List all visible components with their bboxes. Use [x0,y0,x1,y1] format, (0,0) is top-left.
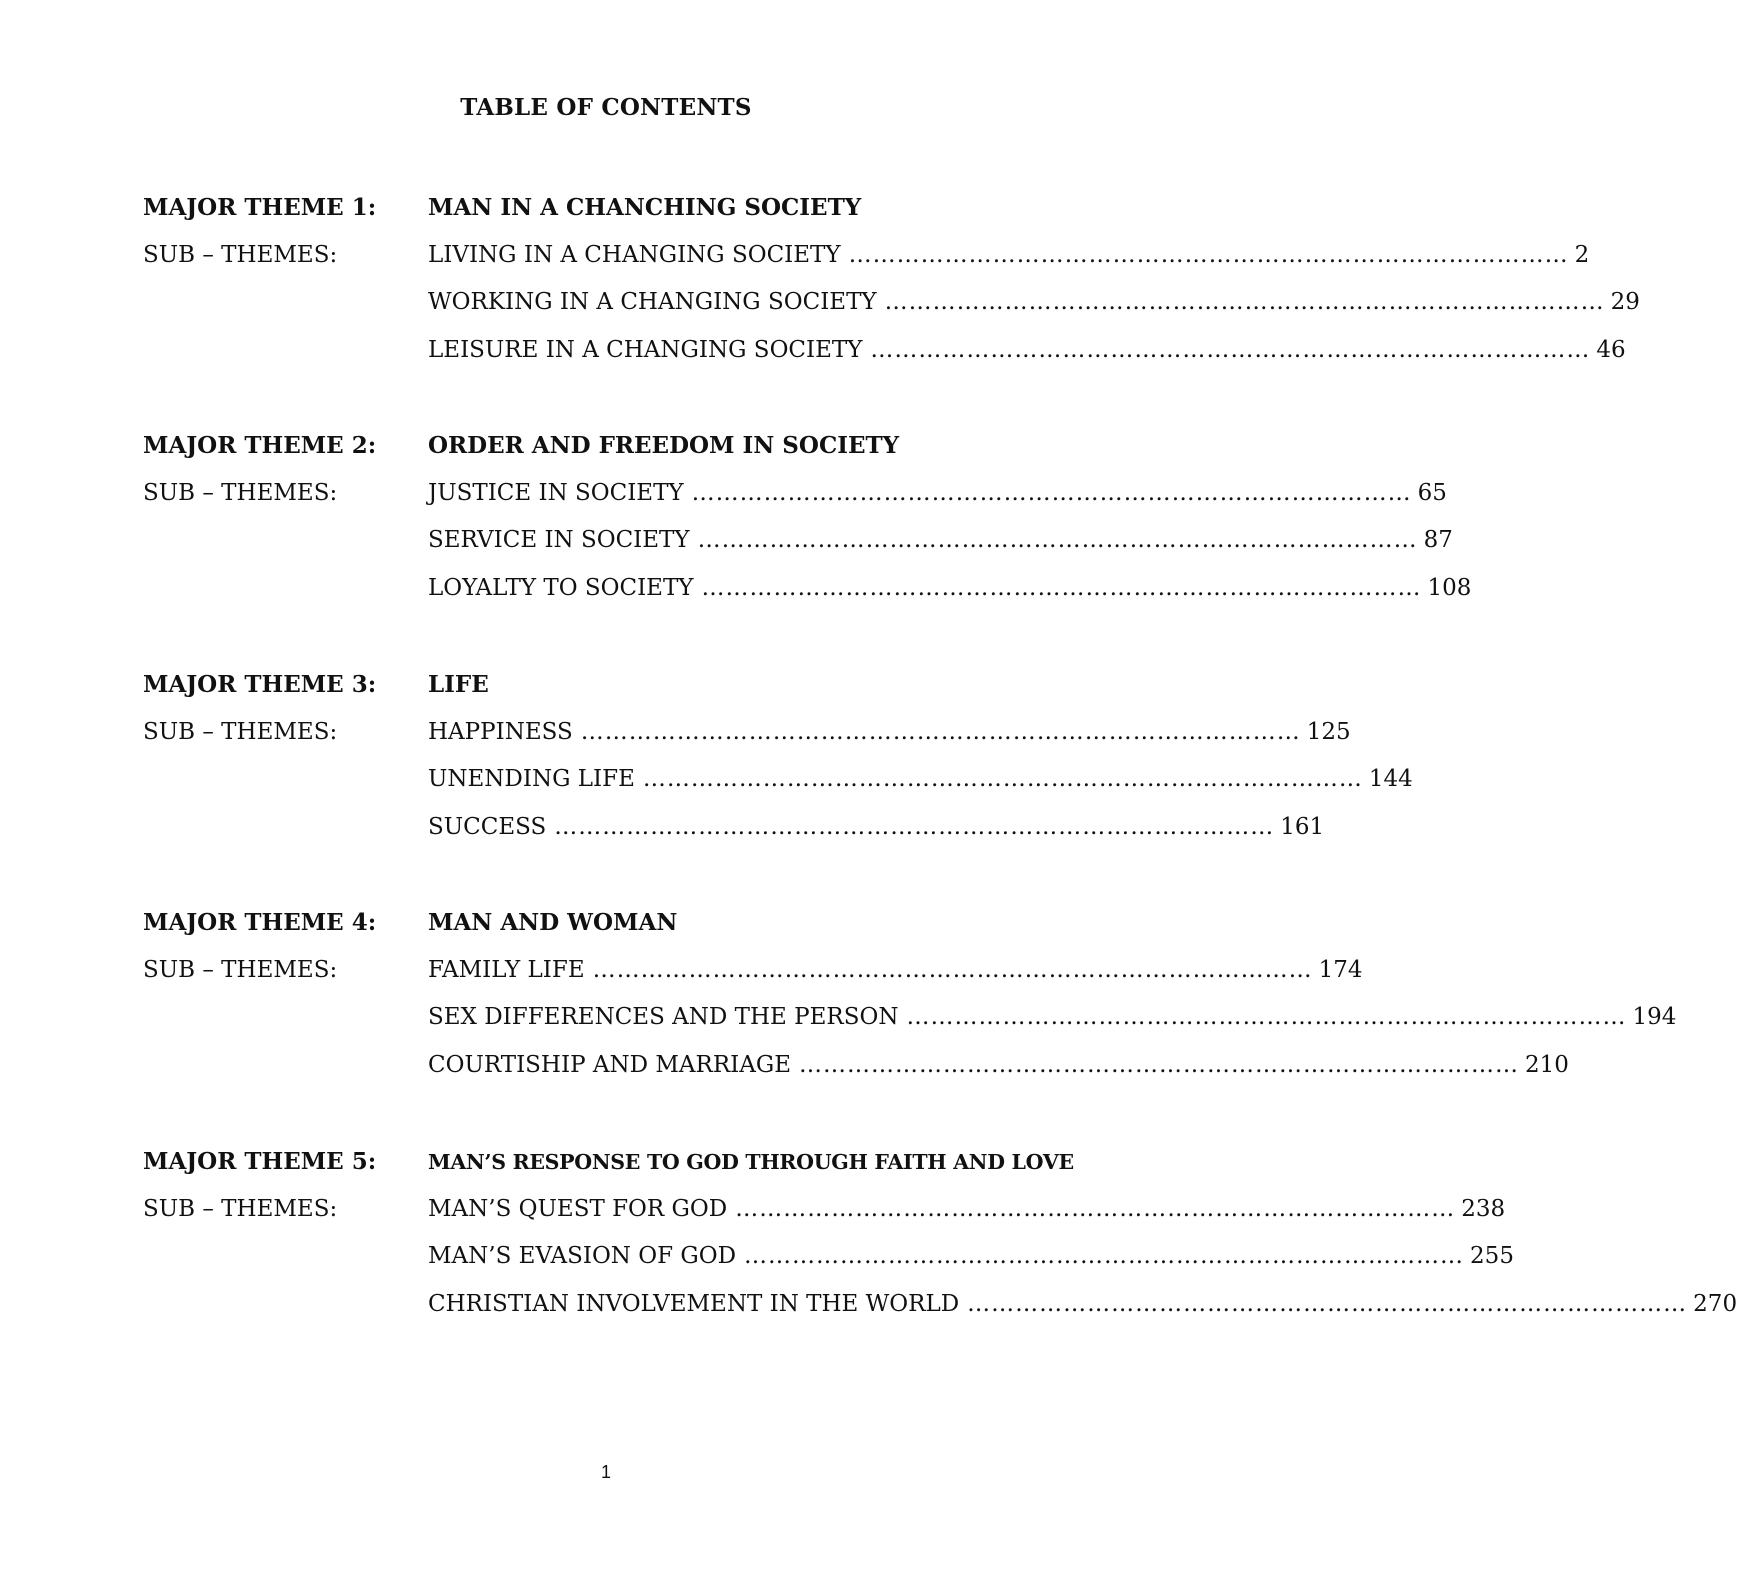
entry-page: 65 [1417,480,1447,506]
entry-title: UNENDING LIFE [428,766,635,792]
dot-leader: ……………………………………………………………………………… [870,337,1591,363]
dot-leader: ……………………………………………………………………………… [906,1004,1627,1030]
entry-title: HAPPINESS [428,719,573,745]
toc-entry[interactable] [428,1052,1569,1078]
entry-page: 108 [1427,575,1472,601]
toc-entry[interactable] [428,480,1447,506]
toc-entry[interactable] [428,1004,1677,1030]
dot-leader: ……………………………………………………………………………… [848,242,1569,268]
toc-entry[interactable] [428,337,1626,363]
entry-page: 238 [1461,1196,1506,1222]
dot-leader: ……………………………………………………………………………… [580,719,1301,745]
toc-heading: TABLE OF CONTENTS [460,94,752,121]
entry-page: 29 [1610,289,1640,315]
toc-entry[interactable] [428,1243,1514,1269]
theme-label: MAJOR THEME 3: [143,671,377,698]
entry-title: FAMILY LIFE [428,957,585,983]
entry-title: MAN’S QUEST FOR GOD [428,1196,728,1222]
entry-page: 125 [1306,719,1351,745]
entry-page: 174 [1318,957,1363,983]
entry-page: 87 [1423,527,1453,553]
dot-leader: ……………………………………………………………………………… [744,1243,1465,1269]
entry-page: 161 [1280,814,1325,840]
entry-title: SEX DIFFERENCES AND THE PERSON [428,1004,899,1030]
entry-title: SERVICE IN SOCIETY [428,527,690,553]
entry-title: WORKING IN A CHANGING SOCIETY [428,289,877,315]
theme-title: ORDER AND FREEDOM IN SOCIETY [428,432,900,459]
toc-entry[interactable] [428,766,1413,792]
dot-leader: ……………………………………………………………………………… [554,814,1275,840]
entry-page: 144 [1368,766,1413,792]
theme-label: MAJOR THEME 5: [143,1148,377,1175]
dot-leader: ……………………………………………………………………………… [697,527,1418,553]
entry-title: JUSTICE IN SOCIETY [428,480,684,506]
dot-leader: ……………………………………………………………………………… [701,575,1422,601]
toc-entry[interactable] [428,1291,1737,1317]
toc-entry[interactable] [428,289,1640,315]
theme-label: MAJOR THEME 1: [143,194,377,221]
theme-title: MAN’S RESPONSE TO GOD THROUGH FAITH AND LOVE [428,1150,1074,1174]
entry-page: 270 [1693,1291,1737,1317]
entry-page: 255 [1470,1243,1514,1269]
entry-page: 194 [1632,1004,1677,1030]
sub-themes-label: SUB – THEMES: [143,1196,338,1222]
toc-entry[interactable] [428,719,1351,745]
toc-entry[interactable] [428,957,1363,983]
toc-entry[interactable] [428,814,1325,840]
sub-themes-label: SUB – THEMES: [143,957,338,983]
sub-themes-label: SUB – THEMES: [143,719,338,745]
toc-entry[interactable] [428,242,1590,268]
entry-page: 2 [1574,242,1590,268]
entry-title: SUCCESS [428,814,547,840]
entry-title: CHRISTIAN INVOLVEMENT IN THE WORLD [428,1291,960,1317]
entry-page: 46 [1596,337,1626,363]
entry-title: LIVING IN A CHANGING SOCIETY [428,242,841,268]
sub-themes-label: SUB – THEMES: [143,480,338,506]
dot-leader: ……………………………………………………………………………… [691,480,1412,506]
entry-page: 210 [1525,1052,1569,1078]
entry-title: LEISURE IN A CHANGING SOCIETY [428,337,863,363]
theme-title: LIFE [428,671,489,698]
entry-title: LOYALTY TO SOCIETY [428,575,694,601]
dot-leader: ……………………………………………………………………………… [884,289,1605,315]
theme-title: MAN IN A CHANCHING SOCIETY [428,194,862,221]
theme-title: MAN AND WOMAN [428,909,678,936]
dot-leader: ……………………………………………………………………………… [799,1052,1520,1078]
toc-entry[interactable] [428,1196,1506,1222]
entry-title: MAN’S EVASION OF GOD [428,1243,737,1269]
entry-title: COURTISHIP AND MARRIAGE [428,1052,792,1078]
toc-entry[interactable] [428,575,1472,601]
dot-leader: ……………………………………………………………………………… [967,1291,1688,1317]
dot-leader: ……………………………………………………………………………… [592,957,1313,983]
theme-label: MAJOR THEME 4: [143,909,377,936]
theme-label: MAJOR THEME 2: [143,432,377,459]
dot-leader: ……………………………………………………………………………… [642,766,1363,792]
sub-themes-label: SUB – THEMES: [143,242,338,268]
toc-entry[interactable] [428,527,1453,553]
dot-leader: ……………………………………………………………………………… [735,1196,1456,1222]
page-number: 1 [600,1462,611,1482]
